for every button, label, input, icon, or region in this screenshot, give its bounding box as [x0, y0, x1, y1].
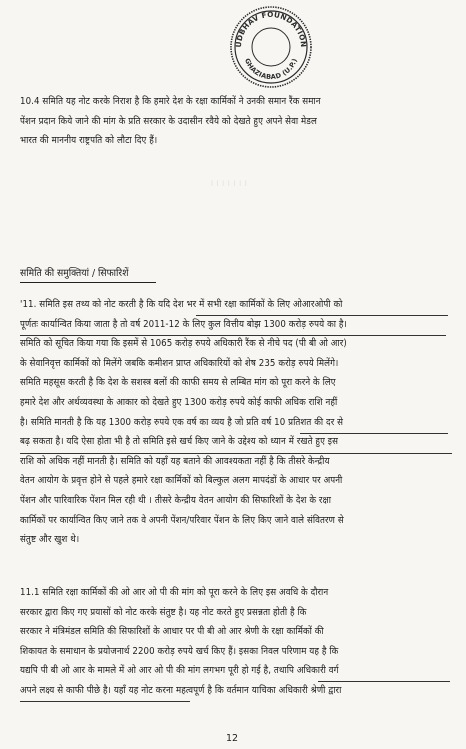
- para-line: शिकायत के समाधान के प्रयोजनार्थ 2200 करोड़ रुपये खर्च किए हैं। इसका निवल परिणाम यह है कि: [20, 645, 339, 657]
- pen-underline: [300, 433, 448, 434]
- para-line: वेतन आयोग के प्रवृत्त होने से पहले हमारे रक्षा कार्मिकों को बिल्कुल अलग मापदंडों के आधार पर अपनी: [20, 475, 343, 487]
- pen-underline: [318, 681, 450, 682]
- pen-underline: [20, 701, 190, 702]
- para-line: 11.1 समिति रक्षा कार्मिकों की ओ आर ओ पी की मांग को पूरा करने के लिए इस अवधि के दौरान: [20, 587, 329, 598]
- paragraph-11-1: [20, 583, 409, 701]
- paragraph-11: [20, 295, 409, 550]
- heading-underline: [20, 282, 156, 283]
- para-line: है। समिति मानती है कि यह 1300 करोड़ रुपये एक वर्ष का व्यय है जो प्रति वर्ष 10 प्रतिशत की दर से: [20, 416, 344, 428]
- para-line: राशि को अधिक नहीं मानती है। समिति को यहाँ यह बताने की आवश्यकता नहीं है कि तीसरे केन्द्रीय: [20, 455, 330, 467]
- para-line: 10.4 समिति यह नोट करके निराश है कि हमारे देश के रक्षा कार्मिकों ने उनकी समान रैंक समान: [20, 96, 321, 107]
- para-line: पेंशन और पारिवारिक पेंशन मिल रही थी । तीसरे केन्द्रीय वेतन आयोग की सिफारिशों के देश के रक्षा: [20, 494, 332, 506]
- para-line: समिति महसूस करती है कि देश के सशस्त्र बलों की काफी समय से लम्बित मांग को पूरा करने के लिए: [20, 377, 336, 389]
- para-line: के सेवानिवृत्त कार्मिकों को मिलेंगे जबकि कमीशन प्राप्त अधिकारियों को शेष 235 करोड़ रुपये मिलेंगे।: [20, 357, 339, 369]
- page-number: 12: [226, 733, 239, 744]
- para-line: '11. समिति इस तथ्य को नोट करती है कि यदि देश भर में सभी रक्षा कार्मिकों के लिए ओआरओपी को: [20, 299, 343, 310]
- para-line: सरकार ने मंत्रिमंडल समिति की सिफारिशों के आधार पर पी बी ओ आर श्रेणी के रक्षा कार्मिकों की: [20, 626, 324, 638]
- foundation-seal-icon: [228, 4, 314, 90]
- para-line: पेंशन प्रदान किये जाने की मांग के प्रति सरकार के उदासीन रवैये को देखते हुए अपने सेवा मेडल: [20, 115, 317, 127]
- para-line: अपने लक्ष्य से काफी पीछे है। यहाँ यह नोट करना महत्वपूर्ण है कि वर्तमान याचिका अधिकारी श्रेणी द्वारा: [20, 684, 342, 696]
- para-line: समिति को सूचित किया गया कि इसमें से 1065 करोड़ रुपये अधिकारी रैंक से नीचे पद (पी बी ओ आर): [20, 338, 347, 350]
- para-line: भारत की माननीय राष्ट्रपति को लौटा दिए हैं।: [20, 135, 158, 147]
- para-line: बढ़ सकता है। यदि ऐसा होता भी है तो समिति इसे खर्च किए जाने के उद्देश्य को ध्यान में रखते हुए इस: [20, 436, 339, 448]
- para-line: सरकार द्वारा किए गए प्रयासों को नोट करके संतुष्ट है। यह नोट करते हुए प्रसन्नता होती है कि: [20, 606, 307, 618]
- para-line: पूर्णतः कार्यान्वित किया जाता है तो वर्ष 2011-12 के लिए कुल वित्तीय बोझ 1300 करोड़ रुपये का है।: [20, 318, 347, 330]
- para-line: कार्मिकों पर कार्यान्वित किए जाने तक वे अपनी पेंशन/परिवार पेंशन के लिए किए जाने वाले संवितरण से: [20, 514, 344, 526]
- pen-underline: [20, 453, 452, 454]
- pen-underline: [20, 335, 446, 336]
- section-heading: समिति की समुक्तियां / सिफारिशें: [20, 268, 129, 279]
- paragraph-10-4: [20, 92, 409, 151]
- para-line: यद्यपि पी बी ओ आर के मामले में ओ आर ओ पी की मांग लगभग पूरी हो गई है, तथापि अधिकारी वर्ग: [20, 665, 339, 677]
- pen-underline: [196, 315, 448, 316]
- para-line: हमारे देश और अर्थव्यवस्था के आकार को देखते हुए 1300 करोड़ रुपये कोई काफी अधिक राशि नहीं: [20, 396, 338, 408]
- show-through-text: । । । । । । ।: [210, 179, 247, 189]
- seal-text-bottom: GHAZIABAD (U.P.): [243, 57, 299, 82]
- para-line: संतुष्ट और खुश थे।: [20, 534, 80, 546]
- seal-text-top: UDBHAV FOUNDATION: [233, 9, 309, 48]
